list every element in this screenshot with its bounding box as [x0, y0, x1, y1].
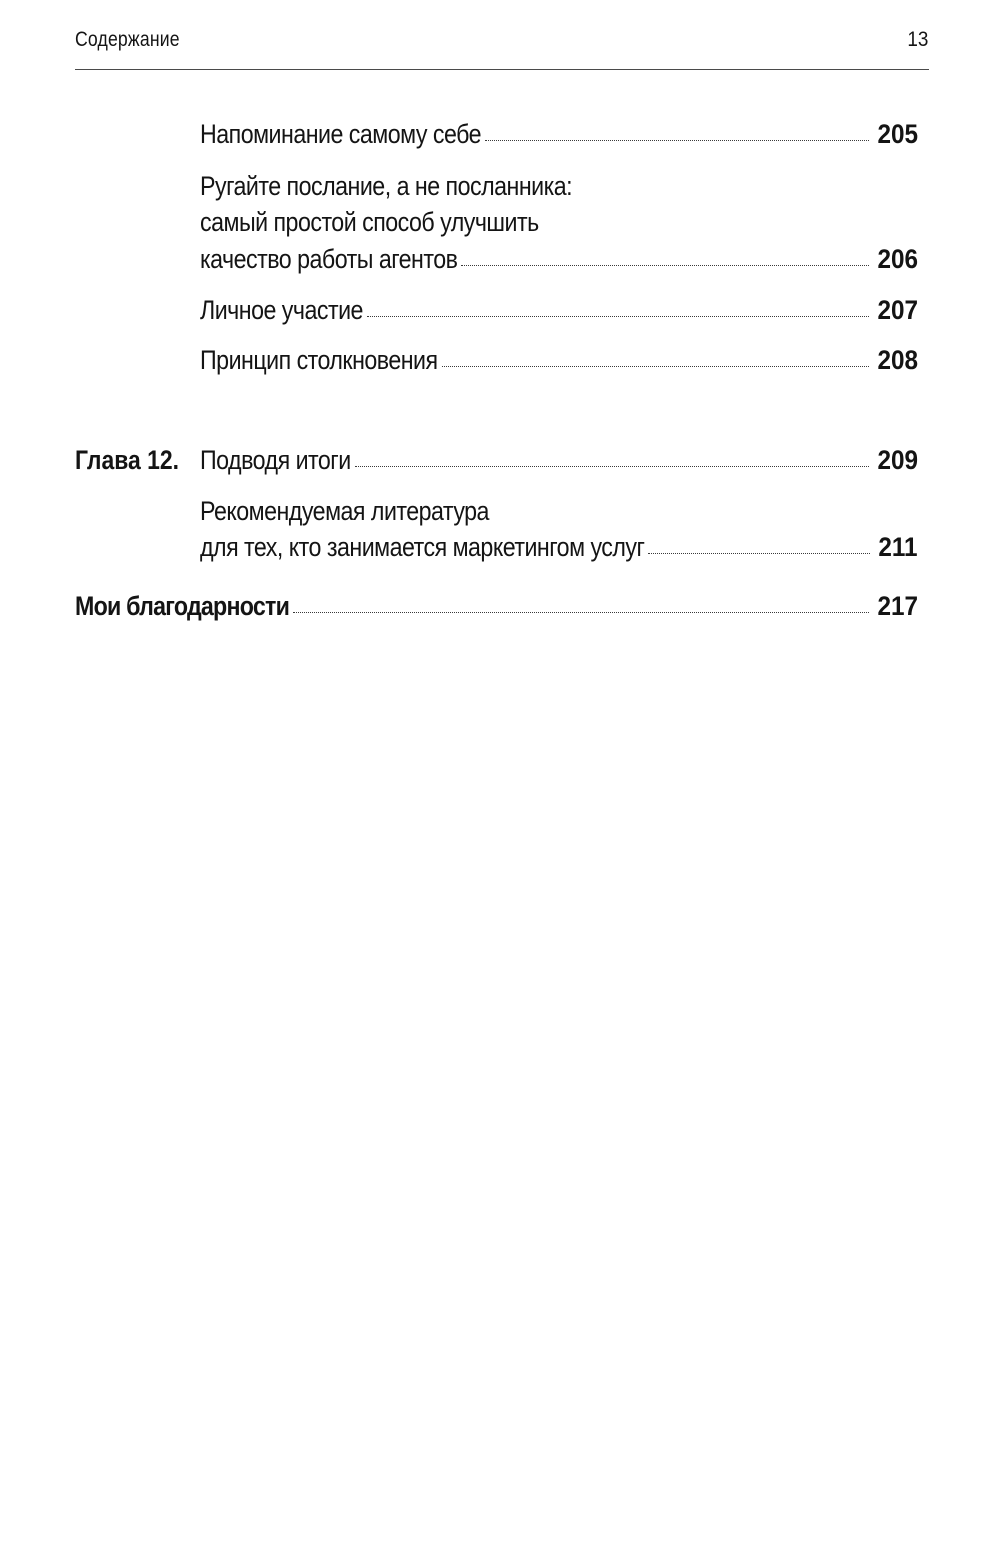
page-number: 13	[906, 28, 928, 51]
toc-entry-title: Ругайте послание, а не посланника:	[200, 171, 573, 201]
dot-leader	[442, 366, 869, 367]
toc-entry-title: Принцип столкновения	[200, 345, 438, 375]
toc-entry-title-line	[200, 168, 918, 204]
toc-entry-title: Мои благодарности	[75, 591, 290, 621]
toc-entry-title-line	[200, 204, 918, 240]
dot-leader	[461, 265, 868, 266]
toc-page-number: 206	[877, 244, 918, 274]
chapter-label: Глава 12.	[75, 445, 180, 475]
toc-entry-acknowledgements[interactable]	[75, 588, 918, 624]
dot-leader	[485, 140, 869, 141]
toc-entry-summing-up[interactable]	[200, 442, 918, 478]
toc-page-number: 211	[878, 532, 918, 562]
running-head: Содержание	[75, 28, 180, 51]
dot-leader	[648, 553, 870, 554]
toc-entry-personal-involvement[interactable]	[200, 292, 918, 328]
toc-entry-recommended-reading[interactable]	[200, 529, 918, 565]
toc-entry-title-line	[200, 493, 918, 529]
toc-entry-collision-principle[interactable]	[200, 342, 918, 378]
toc-page-number: 205	[877, 119, 918, 149]
toc-entry-title: для тех, кто занимается маркетингом услуг	[200, 532, 645, 562]
toc-page-number: 209	[877, 445, 918, 475]
toc-entry-title: Подводя итоги	[200, 445, 351, 475]
toc-entry-title: Личное участие	[200, 295, 363, 325]
dot-leader	[367, 316, 869, 317]
toc-page-number: 208	[877, 345, 918, 375]
toc-page-number: 217	[877, 591, 918, 621]
toc-page-number: 207	[877, 295, 918, 325]
toc-entry-reminder[interactable]	[200, 116, 918, 152]
toc-entry-title: качество работы агентов	[200, 244, 458, 274]
toc-entry-message-not-messenger[interactable]	[200, 241, 918, 277]
dot-leader	[355, 466, 869, 467]
toc-entry-title: Напоминание самому себе	[200, 119, 482, 149]
dot-leader	[293, 612, 869, 613]
header-rule	[75, 69, 929, 70]
toc-entry-title: самый простой способ улучшить	[200, 207, 539, 237]
toc-entry-title: Рекомендуемая литература	[200, 496, 489, 526]
